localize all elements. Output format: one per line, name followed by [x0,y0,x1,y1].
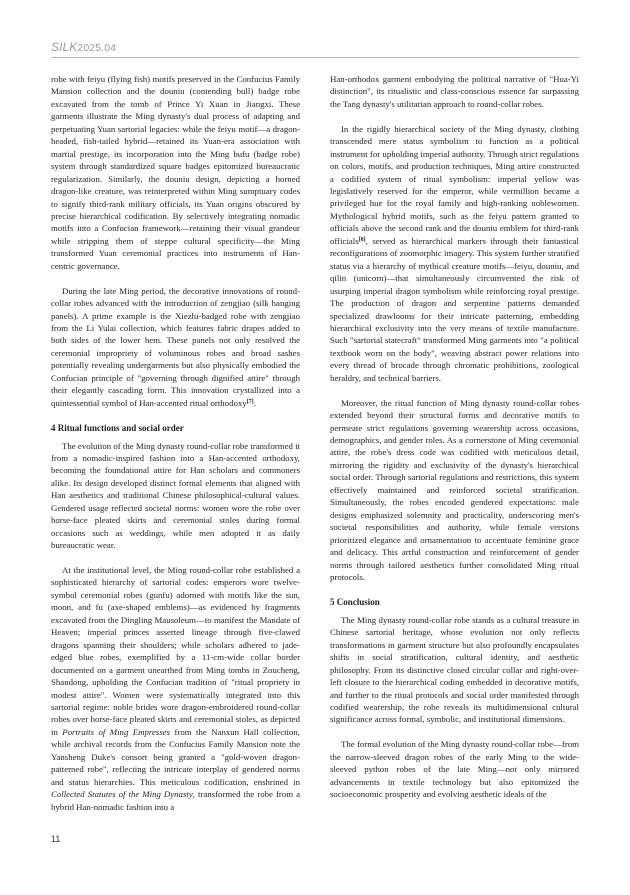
issue-number: 2025.04 [77,42,117,54]
paragraph: Han-orthodox garment embodying the political narrative of "Hua-Yi distinction", its ritualistic and class-conscious essence far surpassing the Tang dynasty's utilitarian approach to round-collar robes. [330,74,579,109]
page-number: 11 [51,834,61,844]
paragraph: In the rigidly hierarchical society of the Ming dynasty, clothing transcended mere status symbolism to function as a political instrument for upholding imperial authority. Through strict regulations on colors, motifs, and production techniques, Ming attire constructed a codified system of ritual symbolism: imperial yellow was legislatively reserved for the emperor, while vermillion became a privileged hue for the royal family and high-ranking noblewomen. Mythological hybrid motifs, such as the feiyu pattern granted to officials above the second rank and the douniu emblem for third-rank officials[8], served as hierarchical markers through their fantastical reconfigurations of zoomorphic imagery. This system further stratified status via a hierarchy of mythical creature motifs—feiyu, douniu, and qilin (unicorn)—that simultaneously circumvented the risk of usurping imperial dragon symbolism while reinforcing royal prestige. The production of dragon and serpentine patterns demanded specialized drawlooms for their intricate patterning, embedding hierarchical exclusivity into the very means of textile manufacture. Such "sartorial statecraft" transformed Ming garments into "a political textbook worn on the body", weaving abstract power relations into every thread of brocade through chromatic prohibitions, zoological heraldry, and technical barriers. [330,123,579,383]
section-heading: 5 Conclusion [330,596,380,607]
paragraph: robe with feiyu (flying fish) motifs preserved in the Confucius Family Mansion collection and the douniu (contending bull) badge robe excavated from the tomb of Prince Yi Xuan in Jiangxi. These garments illustrate the Ming dynasty's dual process of adapting and perpetuating Yuan sartorial legacies: while the feiyu motif—a dragon-headed, fish-tailed hybrid—retained its Yuan-era association with martial prestige, its incorporation into the Ming bufu (badge robe) system through standardized square badges epitomized bureaucratic regularization. Similarly, the douniu design, depicting a horned dragon-like creature, was reinterpreted within Ming sumptuary codes to signify third-rank military officials, its Yuan origins obscured by precise hierarchical codification. By selectively integrating nomadic motifs into a Confucian framework—retaining their visual grandeur while stripping them of steppe cultural specificity—the Ming transformed Yuan ceremonial practices into instruments of Han-centric governance. [51,74,300,271]
citation: [7] [246,398,254,405]
book-title: Portraits of Ming Empresses [62,726,171,737]
right-column [330,73,579,813]
paragraph: The formal evolution of the Ming dynasty round-collar robe—from the narrow-sleeved dragon robes of the early Ming to the wide-sleeved python robes of the late Ming—not only mirrored advancements in textile technology but also epitomized the socioeconomic prosperity and evolving aesthetic ideals of the [330,739,579,800]
running-header [51,40,116,54]
section-heading: 4 Ritual functions and social order [51,422,184,433]
header-divider [51,57,579,58]
left-column [51,73,300,825]
citation: [8] [358,236,366,243]
paragraph: The Ming dynasty round-collar robe stands as a cultural treasure in Chinese sartorial heritage, whose evolution not only reflects transformations in garment structure but also profoundly encapsulates shifts in social stratification, cultural identity, and aesthetic philosophy. From its distinctive closed circular collar and right-over-left closure to the hierarchical coding embedded in decorative motifs, and further to the ritual protocols and social order manifested through codified wearership, the robe reveals its multidimensional cultural significance across formal, symbolic, and institutional dimensions. [330,614,579,725]
paragraph: During the late Ming period, the decorative innovations of round-collar robes advanced with the introduction of zengjiao (silk hanging panels). A prime example is the Xiezhi-badged robe with zengjiao from the Li Yulai collection, which features fabric drapes added to both sides of the lower hem. These panels not only resolved the ceremonial impropriety of voluminous robes and broad sashes potentially revealing undergarments but also physically embodied the Confucian principle of "governing through dignified attire" through their elegantly cascading form. This innovation crystallized into a quintessential symbol of Han-accented ritual orthodoxy[7]. [51,285,300,408]
paragraph: Moreover, the ritual function of Ming dynasty round-collar robes extended beyond their structural forms and decorative motifs to permeate strict regulations governing wearership across occasions, demographics, and gender roles. As a cornerstone of Ming ceremonial attire, the robe's dress code was codified with meticulous detail, mirroring the rigidity and exclusivity of the dynasty's hierarchical social order. Through sartorial regulations and restrictions, this system effectively maintained and reinforced societal stratification. Simultaneously, the robes encoded gendered expectations: male designs emphasized solemnity and practicality, underscoring men's societal responsibilities and authority, while female versions prioritized elegance and ornamentation to accentuate feminine grace and delicacy. This artful construction and reinforcement of gender norms through tailored aesthetics further consolidated Ming ritual protocols. [330,397,579,582]
book-title: Collected Statutes of the Ming Dynasty [51,789,193,800]
paragraph: At the institutional level, the Ming round-collar robe established a sophisticated hierarchy of sartorial codes: emperors wore twelve-symbol ceremonial robes (gunfu) adorned with motifs like the sun, moon, and fu (axe-shaped emblems)—as evidenced by fragments excavated from the Dingling Mausoleum—to manifest the Mandate of Heaven; imperial princes asserted lineage through five-clawed dragons spanning their shoulders; while scholars adhered to jade-edged blue robes, exemplified by a 11-cm-wide collar border documented on a garment unearthed from Ming tombs in Zoucheng, Shandong, upholding the Confucian tradition of "ritual propriety in modest attire". Women were systematically integrated into this sartorial regime: noble brides wore dragon-embroidered round-collar robes over horse-face pleated skirts and ceremonial stoles, as depicted in Portraits of Ming Empresses from the Nanxun Hall collection, while archival records from the Confucius Family Mansion note the Yansheng Duke's consort being granted a "gold-woven dragon-patterned robe", reflecting the intricate interplay of gendered norms and status hierarchies. This meticulous codification, enshrined in Collected Statutes of the Ming Dynasty, transformed the robe from a hybrid Han-nomadic fashion into a [51,565,300,812]
paragraph: The evolution of the Ming dynasty round-collar robe transformed it from a nomadic-inspired fashion into a Han-accented orthodoxy, becoming the foundational attire for Han scholars and commoners alike. Its design developed distinct formal elements that aligned with Han aesthetics and traditional Chinese philosophical-cultural values. Gendered usage reflected societal norms: women wore the robe over horse-face pleated skirts and ceremonial stoles during formal occasions such as weddings, while men adopted it as daily bureaucratic wear. [51,440,300,551]
journal-name: SILK [51,40,78,54]
